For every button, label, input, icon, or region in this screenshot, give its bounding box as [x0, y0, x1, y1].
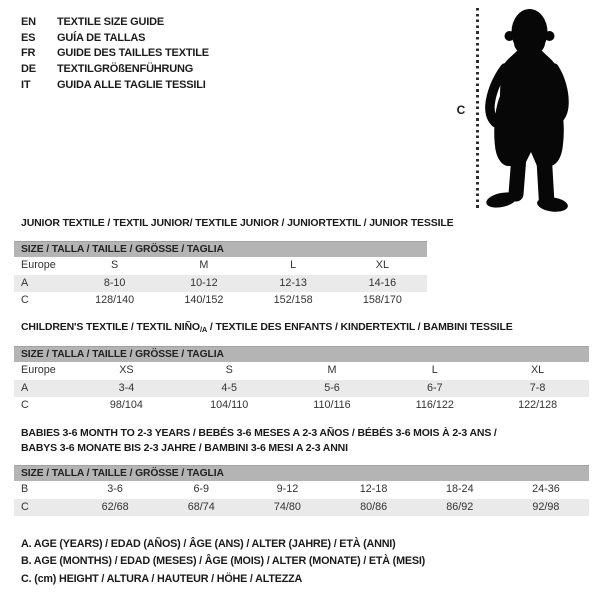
- table-row: [14, 397, 589, 415]
- lang-row-it: [21, 78, 209, 94]
- section-title-subscript: /A: [199, 325, 208, 334]
- table-cell: S: [225, 364, 233, 376]
- row-label: C: [21, 399, 29, 412]
- table-row: [14, 257, 427, 275]
- lang-label: GUIDE DES TAILLES TEXTILE: [57, 47, 209, 60]
- table-cell: 10-12: [190, 276, 218, 289]
- babies-size-table: [14, 465, 589, 516]
- table-cell: 104/110: [210, 399, 249, 412]
- footnotes: [21, 536, 425, 588]
- row-label: C: [21, 294, 29, 307]
- lang-code: ES: [21, 31, 36, 44]
- table-row: [14, 481, 589, 499]
- table-cell: 98/104: [109, 399, 143, 412]
- lang-code: EN: [21, 16, 36, 28]
- table-row: [14, 275, 427, 293]
- table-cell: 14-16: [368, 276, 397, 289]
- size-header-bar: SIZE / TALLA / TAILLE / GRÖSSE / TAGLIA: [14, 465, 589, 481]
- row-label: A: [21, 381, 29, 394]
- table-cell: 86/92: [446, 500, 474, 513]
- section-title-line: BABYS 3-6 MONATE BIS 2-3 JAHRE / BAMBINI 3-6 MESI A 2-3 ANNI: [21, 442, 348, 455]
- table-cell: 3-4: [118, 381, 135, 394]
- lang-code: IT: [21, 78, 31, 91]
- section-title-children: [21, 321, 513, 334]
- section-title-text: / TEXTILE DES ENFANTS / KINDERTEXTIL / BAMBINI TESSILE: [207, 321, 513, 333]
- table-cell: 3-6: [107, 483, 123, 495]
- table-row: [14, 380, 589, 398]
- size-header-bar: SIZE / TALLA / TAILLE / GRÖSSE / TAGLIA: [14, 241, 427, 257]
- section-title-junior: JUNIOR TEXTILE / TEXTIL JUNIOR/ TEXTILE JUNIOR / JUNIORTEXTIL / JUNIOR TESSILE: [21, 217, 454, 229]
- table-cell: 152/158: [273, 294, 313, 307]
- table-cell: 110/116: [313, 399, 351, 412]
- section-title-line: BABIES 3-6 MONTH TO 2-3 YEARS / BEBÉS 3-6 MESES A 2-3 AÑOS / BÉBÉS 3-6 MOIS À 2-3 ANS /: [21, 427, 497, 439]
- table-cell: 122/128: [518, 399, 558, 412]
- baby-silhouette-icon: [483, 6, 593, 216]
- table-cell: XL: [375, 259, 389, 271]
- table-cell: 116/122: [415, 399, 454, 412]
- table-cell: M: [199, 259, 209, 271]
- table-cell: 5-6: [324, 381, 340, 394]
- table-cell: 6-7: [426, 381, 443, 394]
- section-title-babies: [21, 426, 497, 457]
- lang-label: TEXTILE SIZE GUIDE: [57, 16, 165, 28]
- table-cell: 8-10: [103, 276, 126, 289]
- row-label: A: [21, 276, 29, 289]
- table-cell: 68/74: [187, 500, 215, 513]
- table-cell: 92/98: [532, 500, 560, 513]
- lang-code: DE: [21, 63, 36, 76]
- table-cell: XL: [530, 364, 545, 376]
- table-cell: 24-36: [532, 483, 560, 495]
- lang-label: TEXTILGRÖßENFÜHRUNG: [57, 63, 194, 76]
- lang-code: FR: [21, 47, 36, 60]
- table-cell: 4-5: [221, 381, 237, 394]
- table-cell: 9-12: [276, 483, 299, 495]
- table-cell: S: [111, 259, 119, 271]
- row-label: Europe: [21, 364, 56, 376]
- table-cell: XS: [119, 364, 134, 376]
- lang-label: GUIDA ALLE TAGLIE TESSILI: [57, 78, 206, 91]
- junior-size-table: [14, 241, 427, 310]
- table-cell: 7-8: [529, 381, 546, 394]
- lang-row-fr: [21, 46, 209, 62]
- table-cell: 12-13: [279, 276, 307, 289]
- footnote-c: C. (cm) HEIGHT / ALTURA / HAUTEUR / HÖHE / ALTEZZA: [21, 572, 303, 585]
- table-row: [14, 362, 589, 380]
- height-measure-dotted-line: [476, 8, 479, 211]
- lang-row-en: [21, 15, 209, 31]
- table-row: [14, 499, 589, 517]
- row-label: Europe: [21, 259, 56, 271]
- children-size-table: [14, 346, 589, 415]
- lang-row-es: [21, 31, 209, 47]
- table-cell: 18-24: [445, 483, 474, 495]
- size-header-bar: SIZE / TALLA / TAILLE / GRÖSSE / TAGLIA: [14, 346, 589, 362]
- section-title-text: CHILDREN'S TEXTILE / TEXTIL NIÑO: [21, 321, 200, 333]
- table-cell: 158/170: [362, 294, 402, 307]
- row-label: B: [21, 483, 29, 495]
- footnote-b: B. AGE (MONTHS) / EDAD (MESES) / ÂGE (MOIS) / ALTER (MONATE) / ETÀ (MESI): [21, 555, 426, 568]
- table-cell: 62/68: [101, 500, 129, 513]
- table-cell: 140/152: [184, 294, 224, 307]
- table-cell: 128/140: [95, 294, 135, 307]
- footnote-a: A. AGE (YEARS) / EDAD (AÑOS) / ÂGE (ANS) / ALTER (JAHRE) / ETÀ (ANNI): [21, 538, 396, 550]
- table-cell: 74/80: [273, 500, 301, 513]
- lang-row-de: [21, 62, 209, 78]
- row-label: C: [21, 500, 29, 513]
- lang-label: GUÍA DE TALLAS: [57, 31, 146, 44]
- table-row: [14, 292, 427, 310]
- table-cell: 6-9: [193, 483, 210, 495]
- table-cell: L: [431, 364, 438, 376]
- table-cell: L: [290, 259, 297, 271]
- language-guide: [21, 15, 209, 93]
- table-cell: 12-18: [359, 483, 388, 495]
- table-cell: M: [327, 364, 337, 376]
- table-cell: 80/86: [360, 500, 388, 513]
- height-measure-label: C: [456, 103, 466, 117]
